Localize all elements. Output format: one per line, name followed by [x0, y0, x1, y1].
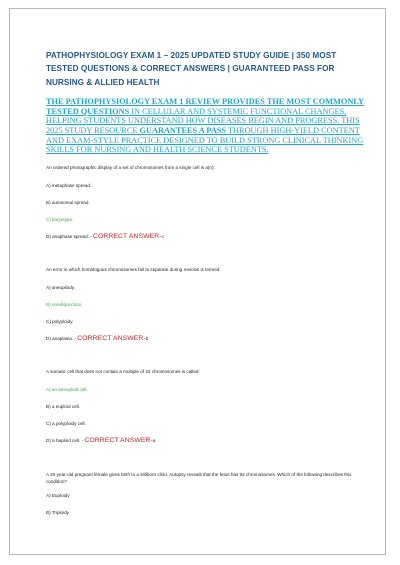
question-stem: A somatic cell that does not contain a multiple of 23 chromosomes is called:: [46, 368, 200, 374]
option-d-with-answer: D) a haploid cell. - CORRECT ANSWER-a: [46, 436, 156, 444]
option-b: B) autosomal spread.: [46, 199, 90, 205]
option-b: B) Triploidy: [46, 509, 69, 515]
option-a: A) metaphase spread.: [46, 182, 92, 188]
option-c: C) a polyploidy cell.: [46, 420, 86, 426]
option-c: C) polyploidy.: [46, 318, 74, 324]
intro-text-2: THROUGH HIGH-YIELD CONTENT AND EXAM-STYLE PRACTICE DESIGNED TO BUILD STRONG CLINICAL THINKING SKILLS FOR NURSING AND HEALTH SCIENCE STUDENTS.: [46, 126, 364, 155]
intro-text-1: IN CELLULAR AND SYSTEMIC FUNCTIONAL CHANGES, HELPING STUDENTS UNDERSTAND HOW DISEASES BEGIN AND PROGRESS. THIS 2025 STUDY RESOURCE: [46, 106, 360, 135]
answer-value: a: [152, 437, 156, 443]
option-d: D) a haploid cell.: [46, 437, 81, 443]
answer-label: CORRECT ANSWER: [77, 334, 144, 342]
answer-dash: -: [143, 334, 146, 342]
question-3: [46, 369, 366, 444]
intro-bold-2: GUARANTEES A PASS: [139, 126, 227, 135]
option-d-with-answer: D) anaphase spread. - CORRECT ANSWER-c: [46, 232, 164, 240]
option-d: D) anaplasia.: [46, 335, 74, 341]
intro-bold-1: THE PATHOPHYSIOLOGY EXAM 1 REVIEW PROVIDES THE MOST COMMONLY TESTED QUESTIONS: [46, 97, 365, 116]
question-2: [46, 267, 366, 342]
question-stem: An ordered photographic display of a set of chromosomes from a single cell is a(n):: [46, 164, 215, 170]
answer-label: CORRECT ANSWER: [93, 232, 160, 240]
answer-dash: -: [159, 232, 162, 240]
option-a-correct: A) an aneuploid cell.: [46, 386, 88, 392]
document-page: [9, 8, 386, 555]
question-stem: A 20-year-old pregnant female gives birth to a stillborn child. Autopsy reveals that the fetus has 92 chromosomes. Which of the following describes this condition?: [46, 471, 352, 484]
answer-dash: -: [150, 436, 153, 444]
document-content: [46, 49, 366, 527]
option-a: A) Euploidy: [46, 492, 70, 498]
option-b-correct: B) nondisjunction.: [46, 301, 83, 307]
option-d-with-answer: D) anaplasia. - CORRECT ANSWER-b: [46, 334, 149, 342]
intro-paragraph: [46, 97, 366, 155]
document-title: PATHOPHYSIOLOGY EXAM 1 – 2025 UPDATED STUDY GUIDE | 350 MOST TESTED QUESTIONS & CORRECT ANSWERS | GUARANTEED PASS FOR NURSING & ALLIED HEALTH: [46, 51, 337, 87]
question-stem: An error in which homologous chromosomes fail to separate during meiosis is termed:: [46, 266, 221, 272]
answer-value: b: [145, 335, 149, 341]
question-1: [46, 165, 366, 240]
answer-value: c: [161, 233, 164, 239]
answer-label: CORRECT ANSWER: [84, 436, 151, 444]
option-d: D) anaphase spread.: [46, 233, 89, 239]
question-4: [46, 471, 366, 516]
option-a: A) aneuploidy.: [46, 284, 76, 290]
option-c-correct: C) karyotype.: [46, 216, 74, 222]
option-b: B) a euploid cell.: [46, 403, 80, 409]
